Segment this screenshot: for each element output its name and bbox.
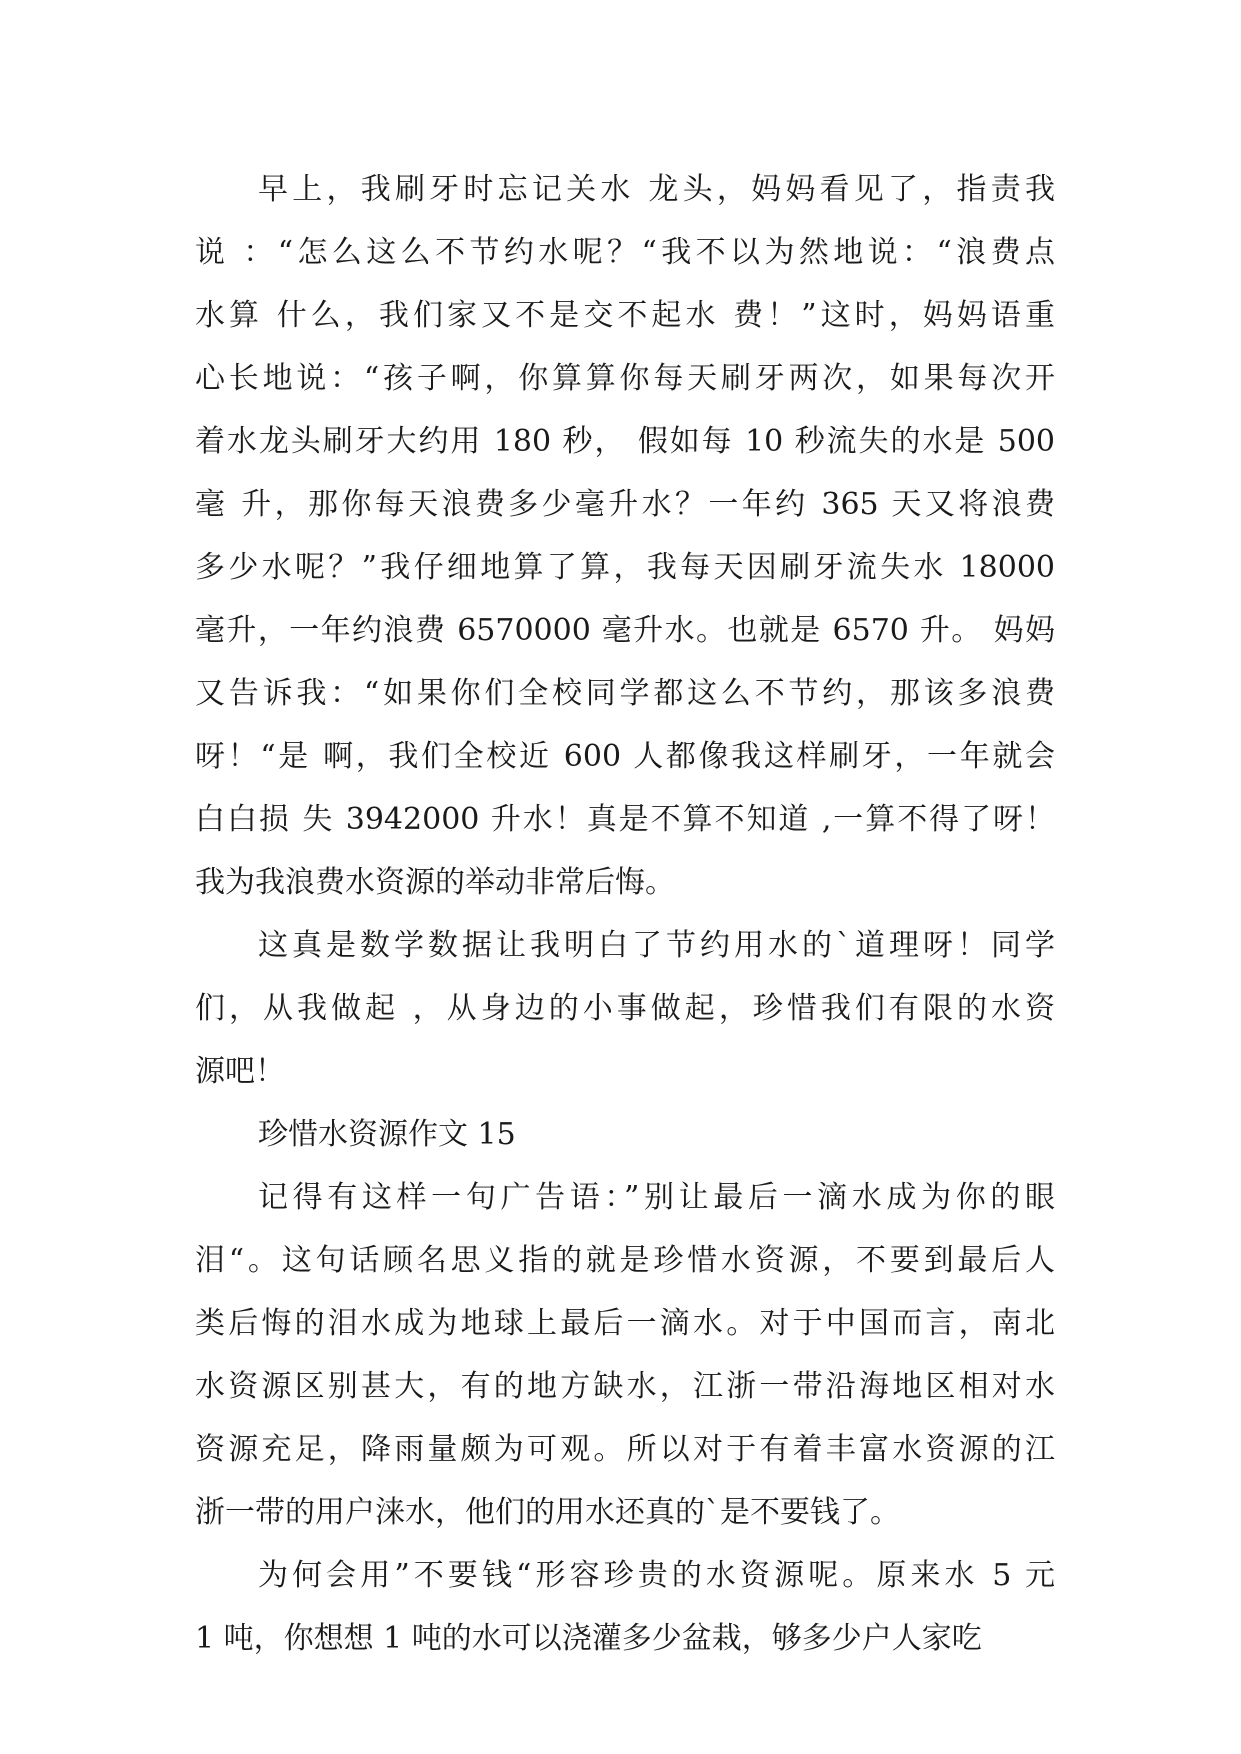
text-line: 毫升，一年约浪费 6570000 毫升水。也就是 6570 升。 妈妈 xyxy=(195,613,1055,648)
text-line: 资源充足，降雨量颇为可观。所以对于有着丰富水资源的江 xyxy=(195,1432,1055,1467)
text-line: 着水龙头刷牙大约用 180 秒， 假如每 10 秒流失的水是 500 xyxy=(195,424,1055,459)
text-line: 早上，我刷牙时忘记关水 龙头，妈妈看见了，指责我 xyxy=(258,172,1055,207)
text-line: 多少水呢？”我仔细地算了算，我每天因刷牙流失水 18000 xyxy=(195,550,1055,585)
section-heading xyxy=(195,1103,1055,1166)
heading-line: 珍惜水资源作文 15 xyxy=(258,1117,516,1152)
text-line: 为何会用”不要钱“形容珍贵的水资源呢。原来水 5 元 xyxy=(258,1558,1055,1593)
text-line: 白白损 失 3942000 升水！真是不算不知道 ,一算不得了呀！ xyxy=(195,802,1055,837)
text-line: 们，从我做起 ，从身边的小事做起，珍惜我们有限的水资 xyxy=(195,991,1055,1026)
text-line: 1 吨，你想想 1 吨的水可以浇灌多少盆栽，够多少户人家吃 xyxy=(195,1621,982,1656)
text-line: 泪“。这句话顾名思义指的就是珍惜水资源，不要到最后人 xyxy=(195,1243,1055,1278)
text-line: 类后悔的泪水成为地球上最后一滴水。对于中国而言，南北 xyxy=(195,1306,1055,1341)
text-line: 记得有这样一句广告语：”别让最后一滴水成为你的眼 xyxy=(258,1180,1055,1215)
paragraph xyxy=(195,914,1055,1103)
text-line: 心长地说：“孩子啊，你算算你每天刷牙两次，如果每次开 xyxy=(195,361,1055,396)
paragraph xyxy=(195,1166,1055,1544)
paragraph xyxy=(195,158,1055,914)
text-line: 水算 什么，我们家又不是交不起水 费！”这时，妈妈语重 xyxy=(195,298,1055,333)
text-line: 毫 升，那你每天浪费多少毫升水？一年约 365 天又将浪费 xyxy=(195,487,1055,522)
text-line: 又告诉我：“如果你们全校同学都这么不节约，那该多浪费 xyxy=(195,676,1055,711)
text-line: 说 ：“怎么这么不节约水呢？“我不以为然地说：“浪费点 xyxy=(195,235,1055,270)
text-line: 水资源区别甚大，有的地方缺水，江浙一带沿海地区相对水 xyxy=(195,1369,1055,1404)
document-body xyxy=(195,158,1055,1670)
paragraph xyxy=(195,1544,1055,1670)
text-line: 我为我浪费水资源的举动非常后悔。 xyxy=(195,865,675,900)
text-line: 浙一带的用户涞水，他们的用水还真的`是不要钱了。 xyxy=(195,1495,900,1530)
text-line: 呀！“是 啊，我们全校近 600 人都像我这样刷牙，一年就会 xyxy=(195,739,1055,774)
text-line: 这真是数学数据让我明白了节约用水的`道理呀！同学 xyxy=(258,928,1055,963)
text-line: 源吧！ xyxy=(195,1054,285,1089)
